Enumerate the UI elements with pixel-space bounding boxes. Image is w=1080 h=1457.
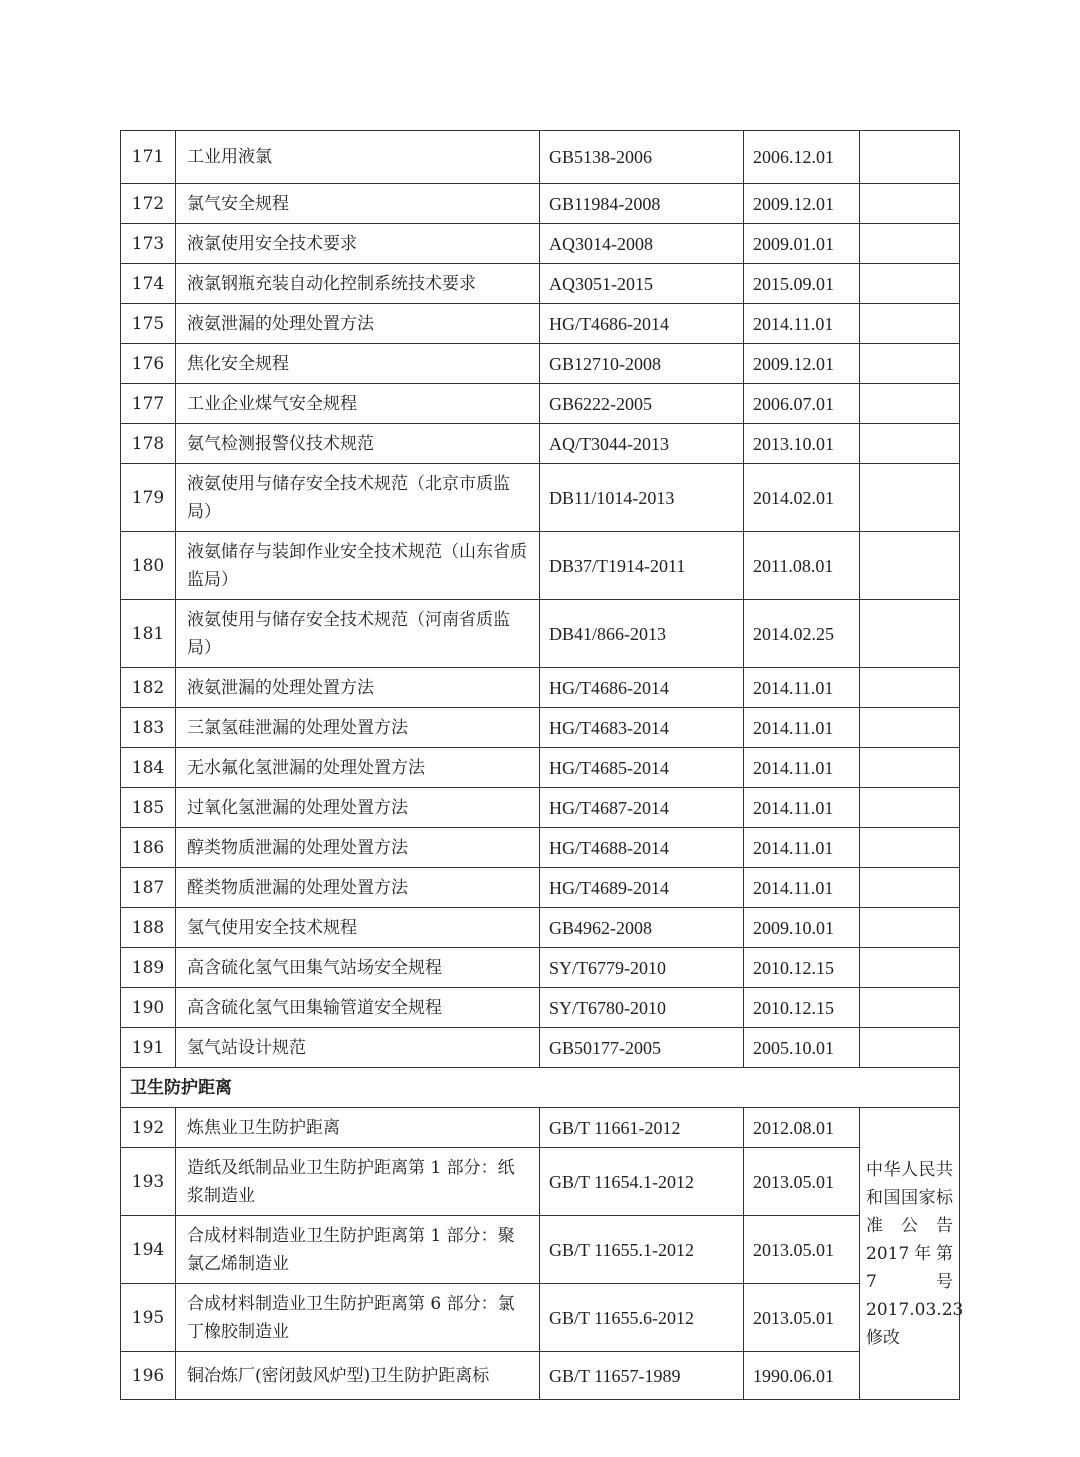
standard-code: AQ3051-2015 xyxy=(540,264,744,304)
row-number: 182 xyxy=(121,668,176,708)
effective-date: 2014.02.01 xyxy=(744,464,860,532)
standard-code: GB11984-2008 xyxy=(540,184,744,224)
standard-code: GB/T 11655.6-2012 xyxy=(540,1284,744,1352)
effective-date: 2015.09.01 xyxy=(744,264,860,304)
effective-date: 2014.11.01 xyxy=(744,668,860,708)
table-row xyxy=(121,384,960,424)
standard-name: 合成材料制造业卫生防护距离第 1 部分：聚氯乙烯制造业 xyxy=(176,1216,540,1284)
standard-name: 氢气站设计规范 xyxy=(176,1028,540,1068)
effective-date: 2013.05.01 xyxy=(744,1148,860,1216)
standard-code: GB/T 11655.1-2012 xyxy=(540,1216,744,1284)
table-row xyxy=(121,131,960,184)
standard-name: 醇类物质泄漏的处理处置方法 xyxy=(176,828,540,868)
row-number: 191 xyxy=(121,1028,176,1068)
section-row-group xyxy=(121,1068,960,1108)
table-row xyxy=(121,668,960,708)
effective-date: 2014.11.01 xyxy=(744,708,860,748)
standard-code: HG/T4689-2014 xyxy=(540,868,744,908)
row-number: 188 xyxy=(121,908,176,948)
row-number: 189 xyxy=(121,948,176,988)
remark-cell xyxy=(860,224,960,264)
standard-name: 液氯使用安全技术要求 xyxy=(176,224,540,264)
effective-date: 2010.12.15 xyxy=(744,948,860,988)
remark-cell xyxy=(860,464,960,532)
standard-code: DB11/1014-2013 xyxy=(540,464,744,532)
table-row xyxy=(121,224,960,264)
remark-cell xyxy=(860,600,960,668)
remark-cell xyxy=(860,788,960,828)
standard-code: AQ3014-2008 xyxy=(540,224,744,264)
remark-cell xyxy=(860,1028,960,1068)
standard-name: 液氨泄漏的处理处置方法 xyxy=(176,668,540,708)
remark-cell xyxy=(860,748,960,788)
row-number: 173 xyxy=(121,224,176,264)
table-row xyxy=(121,788,960,828)
table-row xyxy=(121,532,960,600)
standard-code: HG/T4687-2014 xyxy=(540,788,744,828)
section-title: 卫生防护距离 xyxy=(121,1068,960,1108)
table-row xyxy=(121,424,960,464)
standard-code: DB41/866-2013 xyxy=(540,600,744,668)
standard-code: GB12710-2008 xyxy=(540,344,744,384)
effective-date: 2014.11.01 xyxy=(744,788,860,828)
table-row xyxy=(121,948,960,988)
standard-code: HG/T4685-2014 xyxy=(540,748,744,788)
effective-date: 2009.12.01 xyxy=(744,344,860,384)
remark-cell xyxy=(860,988,960,1028)
standard-name: 氯气安全规程 xyxy=(176,184,540,224)
effective-date: 2013.05.01 xyxy=(744,1284,860,1352)
standard-name: 焦化安全规程 xyxy=(176,344,540,384)
standard-code: AQ/T3044-2013 xyxy=(540,424,744,464)
standard-name: 工业企业煤气安全规程 xyxy=(176,384,540,424)
standard-name: 工业用液氯 xyxy=(176,131,540,184)
standard-code: HG/T4686-2014 xyxy=(540,668,744,708)
remark-cell xyxy=(860,131,960,184)
standard-code: GB/T 11661-2012 xyxy=(540,1108,744,1148)
effective-date: 2014.11.01 xyxy=(744,868,860,908)
row-number: 194 xyxy=(121,1216,176,1284)
section-header-row xyxy=(121,1068,960,1108)
remark-cell xyxy=(860,708,960,748)
row-number: 186 xyxy=(121,828,176,868)
standard-code: GB50177-2005 xyxy=(540,1028,744,1068)
row-number: 175 xyxy=(121,304,176,344)
row-number: 181 xyxy=(121,600,176,668)
standard-name: 三氯氢硅泄漏的处理处置方法 xyxy=(176,708,540,748)
table-body-bottom xyxy=(121,1108,964,1400)
standard-code: HG/T4688-2014 xyxy=(540,828,744,868)
table-row xyxy=(121,184,960,224)
remark-cell xyxy=(860,344,960,384)
effective-date: 2014.11.01 xyxy=(744,828,860,868)
remark-cell xyxy=(860,868,960,908)
standard-name: 造纸及纸制品业卫生防护距离第 1 部分：纸浆制造业 xyxy=(176,1148,540,1216)
table-row xyxy=(121,264,960,304)
table-row xyxy=(121,748,960,788)
effective-date: 2009.12.01 xyxy=(744,184,860,224)
table-row xyxy=(121,1284,960,1352)
row-number: 179 xyxy=(121,464,176,532)
standard-name: 铜冶炼厂(密闭鼓风炉型)卫生防护距离标 xyxy=(176,1352,540,1400)
row-number: 192 xyxy=(121,1108,176,1148)
row-number: 171 xyxy=(121,131,176,184)
effective-date: 2006.12.01 xyxy=(744,131,860,184)
table-row xyxy=(121,1352,960,1400)
effective-date: 2014.11.01 xyxy=(744,748,860,788)
standard-name: 液氨使用与储存安全技术规范（北京市质监局） xyxy=(176,464,540,532)
row-number: 176 xyxy=(121,344,176,384)
table-row xyxy=(121,464,960,532)
row-number: 195 xyxy=(121,1284,176,1352)
standard-code: HG/T4683-2014 xyxy=(540,708,744,748)
table-row xyxy=(121,828,960,868)
effective-date: 2009.10.01 xyxy=(744,908,860,948)
table-row xyxy=(121,1216,960,1284)
standard-code: GB6222-2005 xyxy=(540,384,744,424)
standard-name: 醛类物质泄漏的处理处置方法 xyxy=(176,868,540,908)
standard-name: 高含硫化氢气田集气站场安全规程 xyxy=(176,948,540,988)
table-row xyxy=(121,1108,960,1148)
standard-name: 氢气使用安全技术规程 xyxy=(176,908,540,948)
remark-cell xyxy=(860,948,960,988)
remark-cell xyxy=(860,668,960,708)
effective-date: 2014.02.25 xyxy=(744,600,860,668)
table-row xyxy=(121,988,960,1028)
effective-date: 2010.12.15 xyxy=(744,988,860,1028)
remark-cell xyxy=(860,184,960,224)
standard-name: 氨气检测报警仪技术规范 xyxy=(176,424,540,464)
standard-name: 液氨储存与装卸作业安全技术规范（山东省质监局） xyxy=(176,532,540,600)
standard-name: 高含硫化氢气田集输管道安全规程 xyxy=(176,988,540,1028)
row-number: 184 xyxy=(121,748,176,788)
standard-name: 液氯钢瓶充装自动化控制系统技术要求 xyxy=(176,264,540,304)
standard-name: 液氨使用与储存安全技术规范（河南省质监局） xyxy=(176,600,540,668)
row-number: 187 xyxy=(121,868,176,908)
table-row xyxy=(121,344,960,384)
table-row xyxy=(121,708,960,748)
row-number: 177 xyxy=(121,384,176,424)
effective-date: 1990.06.01 xyxy=(744,1352,860,1400)
standard-code: SY/T6780-2010 xyxy=(540,988,744,1028)
remark-cell xyxy=(860,384,960,424)
row-number: 190 xyxy=(121,988,176,1028)
effective-date: 2014.11.01 xyxy=(744,304,860,344)
remark-cell xyxy=(860,424,960,464)
table-row xyxy=(121,908,960,948)
effective-date: 2012.08.01 xyxy=(744,1108,860,1148)
table-row xyxy=(121,868,960,908)
standard-name: 炼焦业卫生防护距离 xyxy=(176,1108,540,1148)
remark-note: 中华人民共和国国家标准公告 2017年第7号 2017.03.23修改 xyxy=(860,1108,960,1400)
remark-cell xyxy=(860,828,960,868)
effective-date: 2005.10.01 xyxy=(744,1028,860,1068)
effective-date: 2009.01.01 xyxy=(744,224,860,264)
remark-cell xyxy=(860,908,960,948)
effective-date: 2013.10.01 xyxy=(744,424,860,464)
table-row xyxy=(121,1148,960,1216)
row-number: 185 xyxy=(121,788,176,828)
standard-code: GB4962-2008 xyxy=(540,908,744,948)
table-body-top xyxy=(121,131,960,1068)
remark-cell xyxy=(860,264,960,304)
standard-name: 液氨泄漏的处理处置方法 xyxy=(176,304,540,344)
row-number: 178 xyxy=(121,424,176,464)
standard-name: 合成材料制造业卫生防护距离第 6 部分：氯丁橡胶制造业 xyxy=(176,1284,540,1352)
standards-table xyxy=(120,130,964,1400)
row-number: 180 xyxy=(121,532,176,600)
standard-code: DB37/T1914-2011 xyxy=(540,532,744,600)
table-row xyxy=(121,1028,960,1068)
row-number: 172 xyxy=(121,184,176,224)
remark-cell xyxy=(860,304,960,344)
effective-date: 2013.05.01 xyxy=(744,1216,860,1284)
remark-cell xyxy=(860,532,960,600)
row-number: 174 xyxy=(121,264,176,304)
standard-code: GB5138-2006 xyxy=(540,131,744,184)
standard-name: 无水氟化氢泄漏的处理处置方法 xyxy=(176,748,540,788)
row-number: 183 xyxy=(121,708,176,748)
row-number: 196 xyxy=(121,1352,176,1400)
table-row xyxy=(121,600,960,668)
row-number: 193 xyxy=(121,1148,176,1216)
standard-code: GB/T 11654.1-2012 xyxy=(540,1148,744,1216)
effective-date: 2006.07.01 xyxy=(744,384,860,424)
standard-name: 过氧化氢泄漏的处理处置方法 xyxy=(176,788,540,828)
standard-code: HG/T4686-2014 xyxy=(540,304,744,344)
standard-code: GB/T 11657-1989 xyxy=(540,1352,744,1400)
table-row xyxy=(121,304,960,344)
standard-code: SY/T6779-2010 xyxy=(540,948,744,988)
effective-date: 2011.08.01 xyxy=(744,532,860,600)
